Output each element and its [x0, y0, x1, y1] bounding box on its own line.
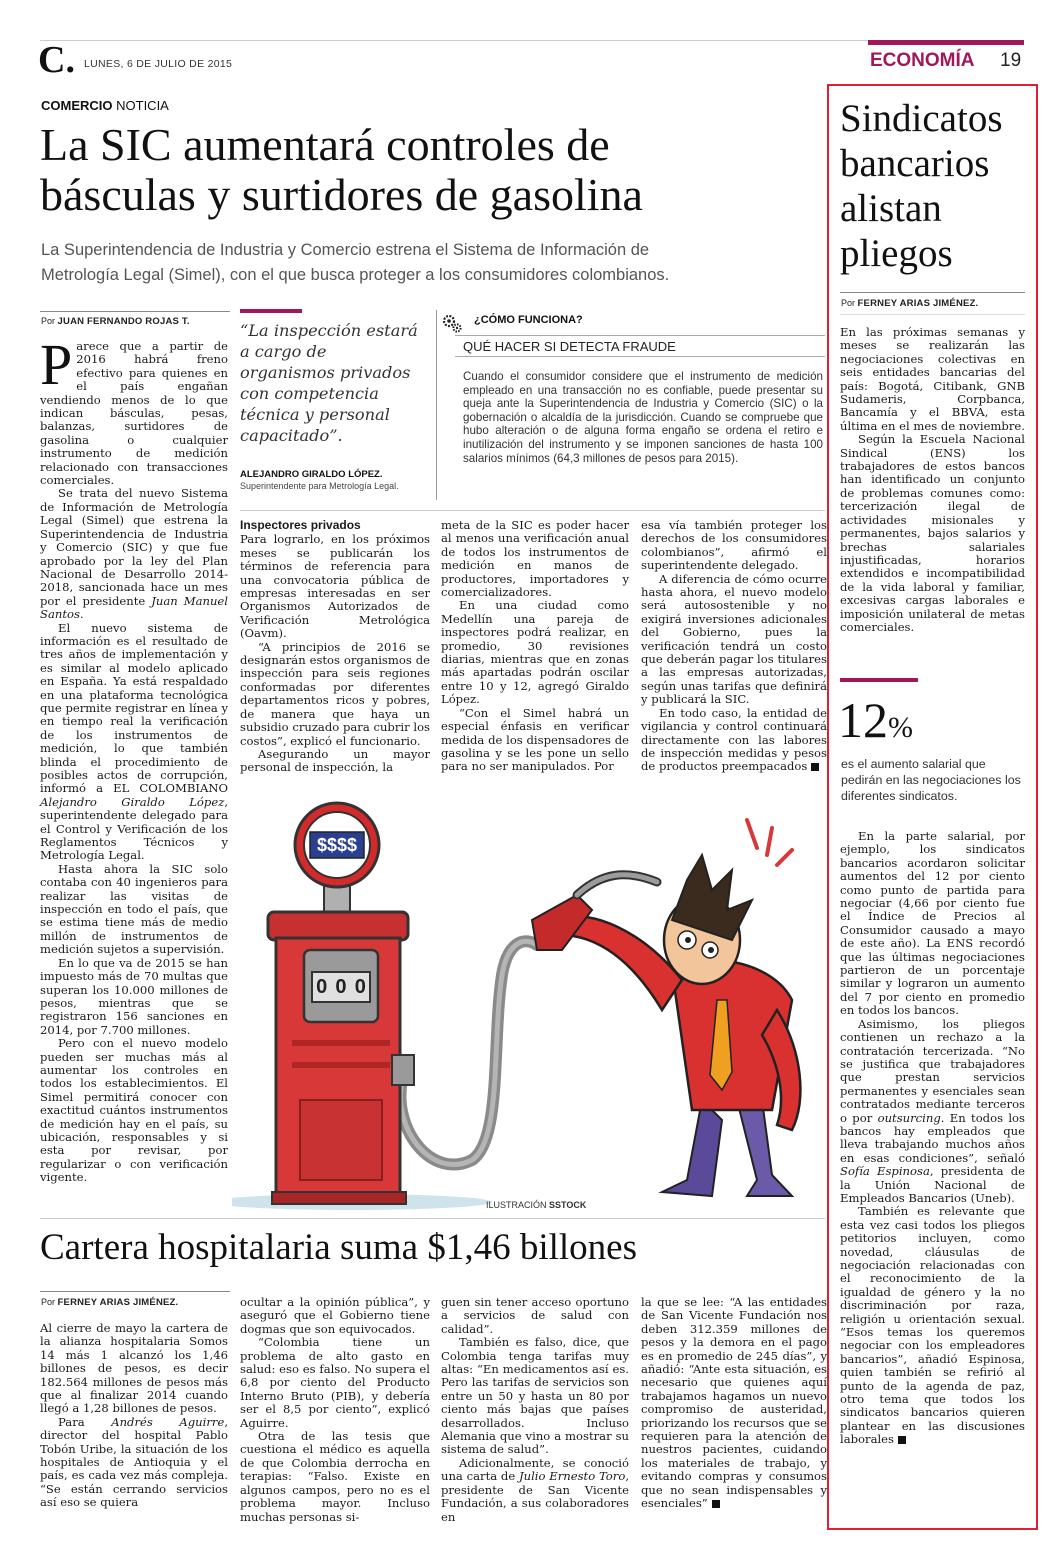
price-sign-text: $$$$ [316, 835, 358, 855]
paragraph: En lo que va de 2015 se han impuesto más de 70 multas que superan los 10.000 millones de pesos, mientras que se registraron 156 sanciones en 2014, por 7.700 millones. [40, 955, 228, 1037]
second-column-4 [641, 1296, 827, 1511]
main-headline-line-1: La SIC aumentará controles de [40, 119, 610, 170]
second-column-2 [240, 1296, 430, 1524]
article-kicker [41, 98, 169, 113]
main-lede [41, 238, 826, 288]
box-title: QUÉ HACER SI DETECTA FRAUDE [455, 335, 825, 357]
byline-rule [40, 311, 230, 312]
paragraph: arece que a partir de 2016 habrá freno efectivo para quienes en el país engañan vendiendo menos de lo que indican básculas, pesas, balanzas, surtidores de gasolina o cualquier instrumento de medición relacionado con transacciones comerciales. [40, 339, 228, 488]
paragraph: A diferencia de cómo ocurre hasta ahora, el nuevo modelo será autosostenible y no exigirá inversiones adicionales del Gobierno, pues la verificación tendrá un costo que deberán pagar los titulares a las empresas autorizadas, según unas tarifas que definirá y publicará la SIC. [641, 571, 827, 707]
paragraph: En las próximas semanas y meses se realizarán las negociaciones colectivas en seis entidades bancarias del país: Bogotá, Citibank, GNB Sudameris, Corpbanca, Bancamía y el BBVA, esta última en el mes de noviembre. [840, 325, 1025, 433]
newspaper-logo: C. [38, 39, 75, 81]
paragraph: Adicionalmente, se conoció una carta de Julio Ernesto Toro, presidente de San Vicente Fundación, a sus colaboradores en [441, 1455, 629, 1524]
paragraph: la que se lee: “A las entidades de San Vicente Fundación nos deben 312.359 millones de pesos y la demora en el pago es en promedio de 245 días”, y añadió: “Ante esta situación, es necesario que quienes aquí trabajamos hagamos un nuevo compromiso de austeridad, priorizando los recursos que se requieren para la atención de nuestros pacientes, cuidando los materiales de trabajo, y evitando compras y consumos que no sean indispensables y esenciales” [641, 1295, 827, 1511]
second-headline: Cartera hospitalaria suma $1,46 billones [40, 1227, 637, 1268]
kicker-topic: COMERCIO [41, 98, 113, 113]
quote-accent-bar [240, 309, 302, 313]
second-column-3 [441, 1296, 629, 1524]
paragraph: meta de la SIC es poder hacer al menos una verificación anual de todos los instrumentos de medición en manos de productores, importadores y comercializadores. [441, 518, 629, 600]
section-name: ECONOMÍA [870, 50, 975, 71]
sidebar-headline-line: pliegos [840, 232, 953, 275]
sidebar-byline-rule [840, 292, 1025, 293]
byline-author: JUAN FERNANDO ROJAS T. [57, 316, 190, 327]
paragraph: esa vía también proteger los derechos de los consumidores colombianos”, afirmó el superintendente delegado. [641, 518, 827, 573]
paragraph: En todo caso, la entidad de vigilancia y control continuará directamente con las labores de inspección medidas y pesos de productos preempacados [641, 705, 827, 774]
paragraph: Según la Escuela Nacional Sindical (ENS) los trabajadores de estos bancos han identificado un conjunto de problemas comunes como: tercerización ilegal de actividades misionales y permanentes, bajos salarios y brechas salariales injustificadas, horarios extendidos e incompatibilidad de la vida laboral y familiar, excesivas cargas laborales e imposición unilateral de metas comerciales. [840, 432, 1025, 634]
paragraph: En la parte salarial, por ejemplo, los sindicatos bancarios acordaron solicitar aumentos del 12 por ciento como punto de partida para negociar (4,66 por ciento fue el Índice de Precios al Consumidor causado a mayo de este año). La ENS recordó que las últimas negociaciones partieron de un porcentaje similar y lograron un aumento del 7 por ciento en promedio en todos los bancos. [840, 829, 1025, 1018]
paragraph: También es falso, dice, que Colombia tenga tarifas muy altas: “En medicamentos así es. Pero las tarifas de servicios son entre un 50 y hasta un 80 por ciento más bajas que países desarrollados. Incluso Alemania que vino a mostrar su sistema de salud”. [441, 1335, 629, 1457]
gas-pump-illustration [232, 800, 828, 1214]
paragraph: “Con el Simel habrá un especial énfasis en verificar medida de los dispensadores de gasolina y se les pone un sello para no ser manipulados. Por [441, 705, 629, 774]
sidebar-byline-rule-2 [840, 314, 1025, 315]
paragraph: En una ciudad como Medellín una pareja de inspectores podrá realizar, en promedio, 30 revisiones diarias, mientras que en zonas más apartadas podrán oscilar entre 10 y 12, agregó Giraldo López. [441, 598, 629, 707]
main-byline [41, 316, 190, 327]
main-column-3 [441, 519, 629, 774]
main-headline [40, 120, 830, 220]
credit-prefix: ILUSTRACIÓN [486, 1200, 547, 1210]
pump-counter [312, 972, 370, 1002]
second-byline [41, 1297, 178, 1308]
sidebar-headline [840, 96, 1030, 276]
paragraph: También es relevante que esta vez casi todos los pliegos petitorios incluyen, como novedad, cláusulas de negociación relacionadas con el reconocimiento de la igualdad de género y la no discriminación por raza, religión u orientación sexual. “Esos temas los queremos negociar con los empleadores bancarios”, añadió Espinosa, quien también se refirió al punto de la agenda de paz, otro tema que todos los sindicatos bancarios quieren plantear en las discusiones laborales [840, 1204, 1025, 1447]
gears-icon [441, 312, 463, 334]
section-divider [40, 1218, 825, 1219]
paragraph: El nuevo sistema de información es el resultado de tres años de implementación y es similar al modelo aplicado en España. Ya está respaldado en una plataforma tecnológica que permite registrar en línea y en tiempo real la verificación de los instrumentos de medición, lo que también blinda el procedimiento de posibles actos de corrupción, informó a EL COLOMBIANO Alejandro Giraldo López, superintendente delegado para el Control y Verificación de los Reglamentos Técnicos y Metrología Legal. [40, 620, 228, 863]
box-divider [436, 310, 437, 500]
box-kicker: ¿CÓMO FUNCIONA? [474, 314, 583, 326]
sidebar-body-top [840, 326, 1025, 634]
main-lede-line-1: La Superintendencia de Industria y Comercio estrena el Sistema de Información de [41, 241, 650, 259]
paragraph: guen sin tener acceso oportuno a servicios de salud con calidad”. [441, 1295, 629, 1336]
credit-name: SSTOCK [549, 1200, 587, 1210]
section-accent-bar [868, 40, 1024, 45]
main-headline-line-2: básculas y surtidores de gasolina [40, 169, 643, 220]
quote-author: ALEJANDRO GIRALDO LÓPEZ. [240, 469, 383, 480]
paragraph: Para lograrlo, en los próximos meses se publicarán los términos de referencia para una convocatoria pública de empresas interesadas en ser Organismos Autorizados de Verificación Metrológica (Oavm). [240, 532, 430, 641]
sidebar-byline [841, 298, 978, 309]
second-column-1 [40, 1322, 228, 1510]
byline-author: FERNEY ARIAS JIMÉNEZ. [57, 1297, 179, 1308]
sidebar-headline-line: Sindicatos [840, 97, 1003, 140]
paragraph: ocultar a la opinión pública”, y aseguró que el Gobierno tiene dogmas que son equivocados. [240, 1295, 430, 1336]
stat-caption: es el aumento salarial que pedirán en las negociaciones los diferentes sindicatos. [841, 757, 1021, 803]
byline-author: FERNEY ARIAS JIMÉNEZ. [857, 298, 979, 309]
illustration-credit [486, 1200, 586, 1210]
paragraph: “A principios de 2016 se designarán estos organismos de inspección para seis regiones conformadas por diferentes departamentos ricos y pobres, de manera que haya un subsidio cruzado para cubrir los costos”, explicó el funcionario. [240, 639, 430, 748]
main-column-2 [240, 519, 430, 775]
stat-figure [838, 692, 913, 756]
paragraph: Para Andrés Aguirre, director del hospital Pablo Tobón Uribe, la situación de los hospitales de Antioquia y el país, es cada vez más compleja. “Se están cerrando servicios así eso se quiera [40, 1414, 228, 1510]
drop-cap: P [40, 332, 73, 397]
paragraph: Asegurando un mayor personal de inspección, la [240, 746, 430, 775]
paragraph: Se trata del nuevo Sistema de Información de Metrología Legal (Simel) que estrena la Superintendencia de Industria y Comercio (SIC) y que fue aprobado por la ley del Plan Nacional de Desarrollo 2014-2018, sancionada hace un mes por el presidente Juan Manuel Santos. [40, 486, 229, 622]
counter-digit: 0 [335, 975, 347, 998]
issue-date: LUNES, 6 DE JULIO DE 2015 [84, 58, 233, 70]
kicker-type: NOTICIA [116, 98, 169, 113]
paragraph: Hasta ahora la SIC solo contaba con 40 ingenieros para realizar las visitas de inspección en todo el país, que se estima tiene más de medio millón de instrumentos de medición sujetos a supervisión. [40, 861, 228, 957]
subheading: Inspectores privados [240, 518, 361, 532]
second-byline-rule [40, 1291, 230, 1292]
counter-digit: 0 [316, 975, 328, 998]
stat-number: 12 [838, 692, 888, 748]
paragraph: Otra de las tesis que cuestiona el médico es aquella de que Colombia derrocha en terapias: “Falso. Existe en algunos campos, pero no es el problema mayor. Incluso muchas personas si- [240, 1429, 430, 1524]
main-lede-line-2: Metrología Legal (Simel), con el que busca proteger a los consumidores colombianos. [41, 266, 670, 284]
box-body: Cuando el consumidor considere que el instrumento de medición empleado en una transacción no es confiable, puede presentar su queja ante la Superintendencia de Industria y Comercio (SIC) o la gobernación o alcaldía de la jurisdicción. Cuando se compruebe que hubo alteración o de alguna forma engaño se ordena el retiro e inutilización del instrumento y se imponen sanciones de hasta 100 salarios mínimos (64,3 millones de pesos para 2015). [463, 370, 823, 465]
pull-quote: “La inspección estará a cargo de organismos privados con competencia técnica y personal capacitado”. [240, 321, 418, 445]
sidebar-headline-line: alistan [840, 187, 942, 230]
page-number: 19 [1000, 50, 1022, 71]
paragraph: Pero con el nuevo modelo pueden ser muchas más al aumentar los controles en todos los establecimientos. El Simel permitirá conocer con exactitud cuántos instrumentos de medición hay en el país, su ubicación, responsables y si esta por revisar, por regularizar o con verificación vigente. [40, 1036, 228, 1185]
byline-prefix: Por [41, 1297, 56, 1307]
columns-top-rule [240, 510, 825, 511]
quote-author-role: Superintendente para Metrología Legal. [240, 481, 399, 491]
counter-digit: 0 [354, 975, 366, 998]
main-column-1 [40, 332, 229, 1185]
sidebar-body-bottom [840, 830, 1025, 1447]
sidebar-headline-line: bancarios [840, 142, 990, 185]
paragraph: Al cierre de mayo la cartera de la alianza hospitalaria Somos 14 más 1 alcanzó los 1,46 billones de pesos, es decir 182.564 millones de pesos más que al finalizar 2014 cuando llegó a 1,28 billones de pesos. [40, 1321, 228, 1416]
paragraph: “Colombia tiene un problema de alto gasto en salud: eso es falso. No supera el 6,8 por ciento del Producto Interno Bruto (PIB), y debería ser el 8,5 por ciento”, explicó Aguirre. [240, 1335, 430, 1430]
main-column-4 [641, 519, 827, 774]
paragraph: Asimismo, los pliegos contienen un rechazo a la contratación tercerizada. “No se justifica que trabajadores que prestan servicios permanentes y esenciales sean contratados mediante terceros o por outsurcing. En todos los bancos hay empleados que lleva trabajando muchos años en esas condiciones”, señaló Sofía Espinosa, presidenta de la Unión Nacional de Empleados Bancarios (Uneb). [840, 1016, 1025, 1205]
byline-prefix: Por [841, 298, 856, 308]
byline-prefix: Por [41, 316, 56, 326]
stat-unit: % [888, 711, 913, 744]
stat-accent-bar [840, 678, 918, 682]
